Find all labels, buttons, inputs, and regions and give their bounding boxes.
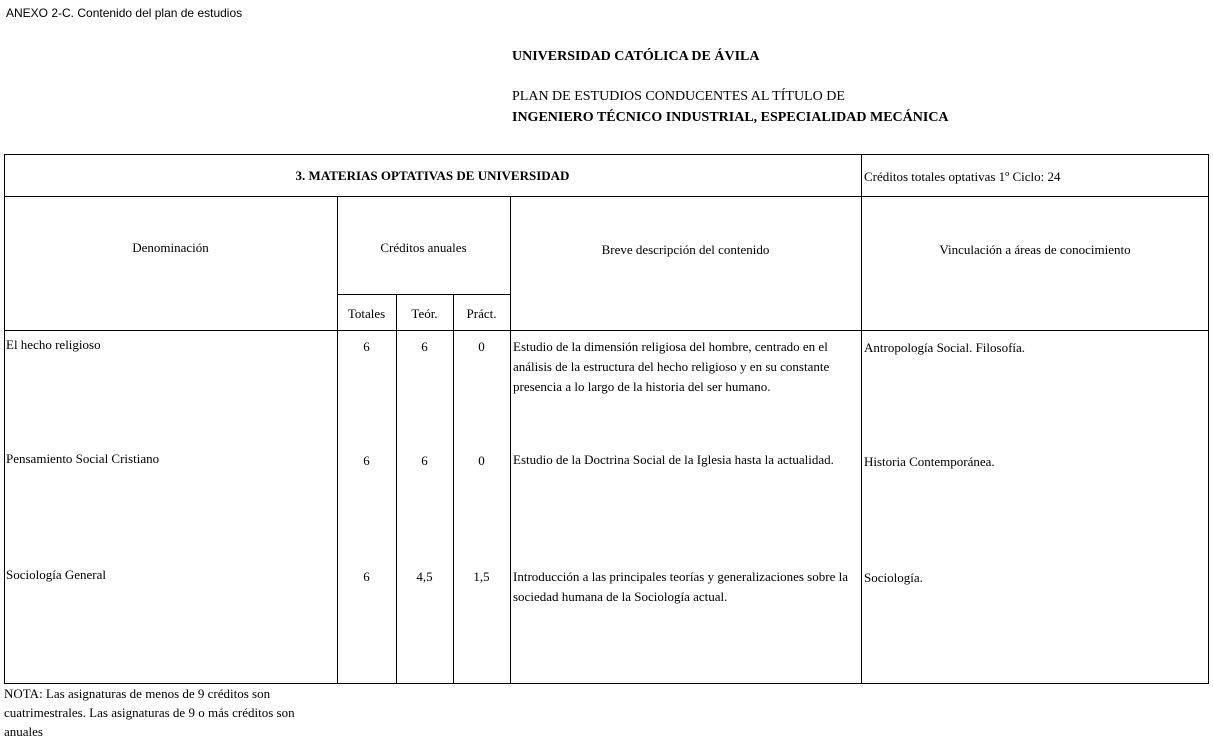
header-denominacion: Denominación bbox=[132, 240, 209, 255]
header-descripcion: Breve descripción del contenido bbox=[601, 242, 770, 257]
row-vinculacion: Antropología Social. Filosofía. bbox=[864, 340, 1026, 355]
row-totales: 6 bbox=[363, 569, 370, 584]
footnote: NOTA: Las asignaturas de menos de 9 créditos son cuatrimestrales. Las asignaturas de 9 o más créditos son anuales bbox=[4, 686, 295, 739]
row-vinculacion: Sociología. bbox=[864, 570, 923, 585]
row-descripcion: Estudio de la dimensión religiosa del hombre, centrado en el análisis de la estructura del hecho religioso y en su constante presencia a lo largo de la historia del ser humano. bbox=[513, 339, 830, 394]
header-vinculacion: Vinculación a áreas de conocimiento bbox=[939, 242, 1131, 257]
col-divider-descripcion bbox=[510, 196, 511, 684]
row-name: Pensamiento Social Cristiano bbox=[6, 451, 160, 466]
row-teor: 6 bbox=[421, 339, 428, 354]
col-divider-totales bbox=[337, 196, 338, 684]
row-totales: 6 bbox=[363, 339, 370, 354]
subjects-table bbox=[4, 154, 1209, 684]
table-border-left bbox=[4, 154, 5, 684]
row-totales: 6 bbox=[363, 453, 370, 468]
row-descripcion: Introducción a las principales teorías y generalizaciones sobre la sociedad humana de la Sociología actual. bbox=[513, 569, 848, 604]
annex-label: ANEXO 2-C. Contenido del plan de estudios bbox=[6, 6, 243, 20]
row-vinculacion: Historia Contemporánea. bbox=[864, 454, 995, 469]
header-divider bbox=[4, 196, 1209, 197]
row-teor: 6 bbox=[421, 453, 428, 468]
column-header-bottom bbox=[4, 330, 1209, 331]
row-pract: 0 bbox=[478, 339, 485, 354]
header-pract: Práct. bbox=[466, 306, 497, 321]
col-divider-vinculacion bbox=[861, 154, 862, 684]
row-name: El hecho religioso bbox=[6, 337, 101, 352]
row-descripcion: Estudio de la Doctrina Social de la Iglesia hasta la actualidad. bbox=[513, 452, 834, 467]
table-border-bottom-right bbox=[861, 683, 1209, 684]
row-pract: 0 bbox=[478, 453, 485, 468]
degree-title: INGENIERO TÉCNICO INDUSTRIAL, ESPECIALIDAD MECÁNICA bbox=[512, 110, 949, 125]
table-border-right bbox=[1208, 154, 1209, 684]
university-name: UNIVERSIDAD CATÓLICA DE ÁVILA bbox=[512, 49, 760, 64]
plan-line: PLAN DE ESTUDIOS CONDUCENTES AL TÍTULO DE bbox=[512, 89, 845, 104]
row-pract: 1,5 bbox=[473, 569, 490, 584]
total-credits: Créditos totales optativas 1º Ciclo: 24 bbox=[864, 169, 1061, 184]
header-totales: Totales bbox=[347, 306, 386, 321]
header-creditos: Créditos anuales bbox=[380, 240, 467, 255]
row-teor: 4,5 bbox=[416, 569, 433, 584]
section-title: 3. MATERIAS OPTATIVAS DE UNIVERSIDAD bbox=[295, 168, 570, 183]
table-border-top bbox=[4, 154, 1209, 155]
row-name: Sociología General bbox=[6, 567, 106, 582]
header-teor: Teór. bbox=[411, 306, 438, 321]
credits-subheader-divider bbox=[337, 294, 510, 295]
